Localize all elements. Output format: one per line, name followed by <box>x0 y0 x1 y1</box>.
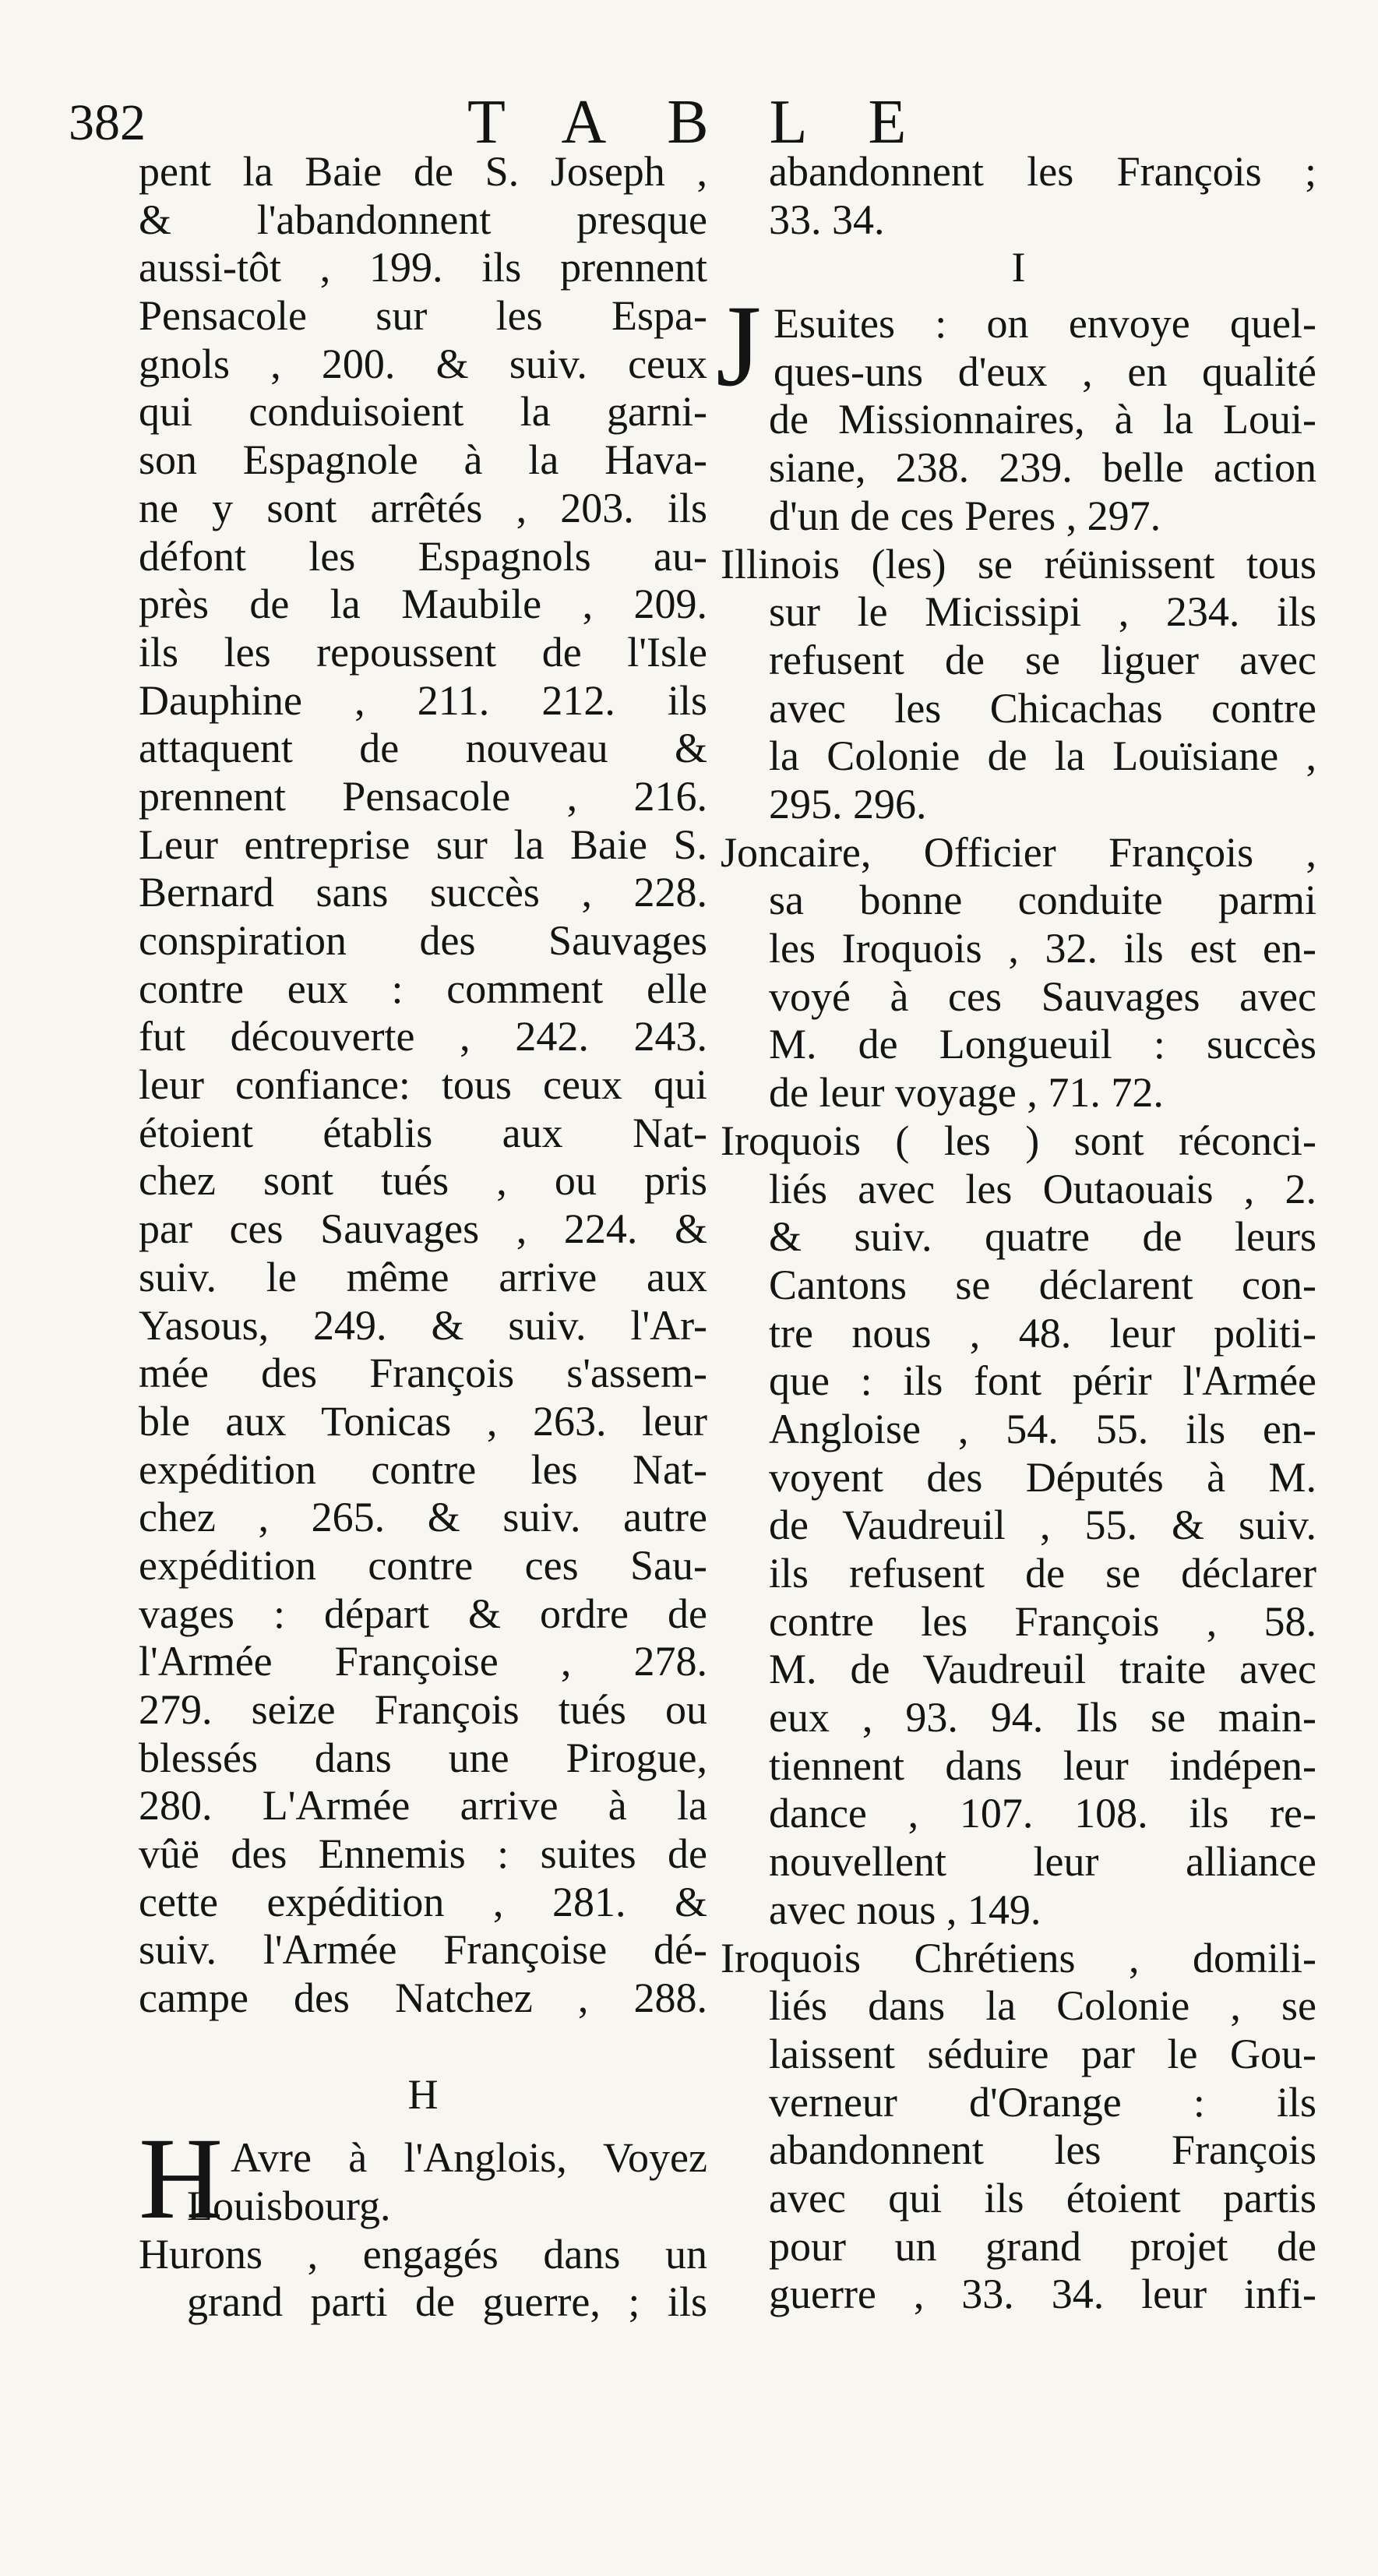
entry-line: liés dans la Colonie , se <box>769 1982 1316 2030</box>
section-letter-h: H <box>407 2070 439 2118</box>
entry-line: sa bonne conduite parmi <box>769 877 1316 924</box>
hurons-entry <box>139 2231 707 2327</box>
index-entry <box>721 829 1316 1117</box>
entry-line: attaquent de nouveau & <box>139 725 707 772</box>
entry-line: verneur d'Orange : ils <box>769 2078 1316 2126</box>
entry-line: fut découverte , 242. 243. <box>139 1013 707 1060</box>
entry-line: chez sont tués , ou pris <box>139 1157 707 1205</box>
entry-line: Hurons , engagés dans un <box>139 2230 707 2278</box>
entry-line: pent la Baie de S. Joseph , <box>139 148 707 195</box>
entry-line: tiennent dans leur indépen- <box>769 1741 1316 1789</box>
entry-line: avec les Chicachas contre <box>769 684 1316 732</box>
entry-line: 33. 34. <box>769 196 885 243</box>
entry-line: vûë des Ennemis : suites de <box>139 1830 707 1878</box>
spacer <box>139 2023 707 2071</box>
entry-line: expédition contre les Nat- <box>139 1445 707 1493</box>
entry-line: contre eux : comment elle <box>139 965 707 1012</box>
index-entry <box>721 541 1316 829</box>
running-header-title: TABLE <box>467 88 967 157</box>
dropcap-block-i <box>716 281 1316 541</box>
index-entry <box>721 1117 1316 1935</box>
entry-line: expédition contre ces Sau- <box>139 1541 707 1589</box>
entry-line: la Colonie de la Louïsiane , <box>769 732 1316 780</box>
index-entry <box>721 1935 1316 2320</box>
entry-line: de Vaudreuil , 55. & suiv. <box>769 1501 1316 1549</box>
entry-line: 280. L'Armée arrive à la <box>139 1782 707 1830</box>
entry-line: Angloise , 54. 55. ils en- <box>769 1405 1316 1452</box>
entry-line: de Missionnaires, à la Loui- <box>769 396 1316 443</box>
entry-line: ble aux Tonicas , 263. leur <box>139 1397 707 1445</box>
entry-line: Dauphine , 211. 212. ils <box>139 676 707 724</box>
entry-line: dance , 107. 108. ils re- <box>769 1790 1316 1837</box>
entry-line: abandonnent les François <box>769 2126 1316 2174</box>
left-column-lines <box>139 148 707 2023</box>
entry-line: gnols , 200. & suiv. ceux <box>139 340 707 387</box>
entry-line: & l'abandonnent presque <box>139 196 707 243</box>
entry-line: liés avec les Outaouais , 2. <box>769 1165 1316 1212</box>
right-column-entries <box>721 541 1316 2319</box>
entry-line: prennent Pensacole , 216. <box>139 772 707 820</box>
entry-line: de leur voyage , 71. 72. <box>769 1069 1164 1117</box>
entry-line: Leur entreprise sur la Baie S. <box>139 820 707 868</box>
entry-line: chez , 265. & suiv. autre <box>139 1494 707 1541</box>
entry-line: avec qui ils étoient partis <box>769 2174 1316 2221</box>
entry-line: avec nous , 149. <box>769 1886 1041 1933</box>
entry-line: abandonnent les François ; <box>769 148 1316 195</box>
entry-line: par ces Sauvages , 224. & <box>139 1205 707 1253</box>
right-column-continuation <box>721 148 1316 244</box>
entry-line: Iroquois Chrétiens , domili- <box>721 1934 1316 1981</box>
entry-line: grand parti de guerre, ; ils <box>187 2278 707 2326</box>
entry-line: laissent séduire par le Gou- <box>769 2030 1316 2077</box>
entry-line: l'Armée Françoise , 278. <box>139 1638 707 1685</box>
entry-line: conspiration des Sauvages <box>139 917 707 964</box>
entry-line: Illinois (les) se réünissent tous <box>721 540 1316 588</box>
entry-line: pour un grand projet de <box>769 2222 1316 2270</box>
entry-line: nouvellent leur alliance <box>769 1838 1316 1886</box>
entry-line: leur confiance: tous ceux qui <box>139 1061 707 1109</box>
entry-line: ne y sont arrêtés , 203. ils <box>139 484 707 531</box>
entry-line: Iroquois ( les ) sont réconci- <box>721 1117 1316 1164</box>
entry-line: que : ils font périr l'Armée <box>769 1357 1316 1405</box>
entry-line: ils refusent de se déclarer <box>769 1550 1316 1597</box>
entry-line: M. de Longueuil : succès <box>769 1021 1316 1068</box>
dropcap-h: H <box>139 2114 224 2244</box>
entry-line: étoient établis aux Nat- <box>139 1109 707 1156</box>
entry-line: cette expédition , 281. & <box>139 1878 707 1925</box>
entry-line: suiv. l'Armée Françoise dé- <box>139 1926 707 1974</box>
entry-line: Joncaire, Officier François , <box>721 828 1316 876</box>
entry-line: tre nous , 48. leur politi- <box>769 1309 1316 1357</box>
entry-line: Louisbourg. <box>187 2182 391 2229</box>
entry-line: guerre , 33. 34. leur infi- <box>769 2271 1316 2318</box>
entry-line: Yasous, 249. & suiv. l'Ar- <box>139 1301 707 1349</box>
entry-line: contre les François , 58. <box>769 1597 1316 1645</box>
entry-line: d'un de ces Peres , 297. <box>769 492 1161 539</box>
entry-line: refusent de se liguer avec <box>769 636 1316 683</box>
entry-line: mée des François s'assem- <box>139 1350 707 1397</box>
entry-line: Pensacole sur les Espa- <box>139 292 707 340</box>
entry-line: & suiv. quatre de leurs <box>769 1213 1316 1261</box>
entry-line: eux , 93. 94. Ils se main- <box>769 1694 1316 1741</box>
entry-line: campe des Natchez , 288. <box>139 1974 707 2022</box>
section-letter-i: I <box>1011 244 1026 291</box>
right-column <box>716 148 1316 2319</box>
entry-line: sur le Micissipi , 234. ils <box>769 588 1316 636</box>
entry-line: défont les Espagnols au- <box>139 532 707 580</box>
entry-line: près de la Maubile , 209. <box>139 580 707 628</box>
left-column <box>139 148 707 2327</box>
entry-line: suiv. le même arrive aux <box>139 1253 707 1300</box>
entry-line: Avre à l'Anglois, Voyez <box>231 2134 707 2182</box>
entry-line: 279. seize François tués ou <box>139 1686 707 1733</box>
entry-line: son Espagnole à la Hava- <box>139 436 707 484</box>
entry-line: aussi-tôt , 199. ils prennent <box>139 244 707 291</box>
entry-line: ils les repoussent de l'Isle <box>139 628 707 676</box>
entry-line: siane, 238. 239. belle action <box>769 444 1316 492</box>
dropcap-j: J <box>716 281 762 411</box>
entry-line: les Iroquois , 32. ils est en- <box>769 925 1316 972</box>
entry-line: 295. 296. <box>769 781 927 827</box>
entry-line: voyé à ces Sauvages avec <box>769 972 1316 1020</box>
entry-line: Bernard sans succès , 228. <box>139 869 707 916</box>
page-number: 382 <box>69 94 146 151</box>
entry-line: blessés dans une Pirogue, <box>139 1734 707 1781</box>
entry-line: vages : départ & ordre de <box>139 1590 707 1637</box>
entry-line: Cantons se déclarent con- <box>769 1261 1316 1308</box>
entry-line: qui conduisoient la garni- <box>139 388 707 436</box>
spacer <box>139 2119 707 2134</box>
dropcap-block-h <box>139 2114 707 2244</box>
entry-line: ques-uns d'eux , en qualité <box>774 348 1316 395</box>
entry-line: Esuites : on envoye quel- <box>774 300 1316 348</box>
entry-line: M. de Vaudreuil traite avec <box>769 1646 1316 1693</box>
entry-line: voyent des Députés à M. <box>769 1453 1316 1501</box>
